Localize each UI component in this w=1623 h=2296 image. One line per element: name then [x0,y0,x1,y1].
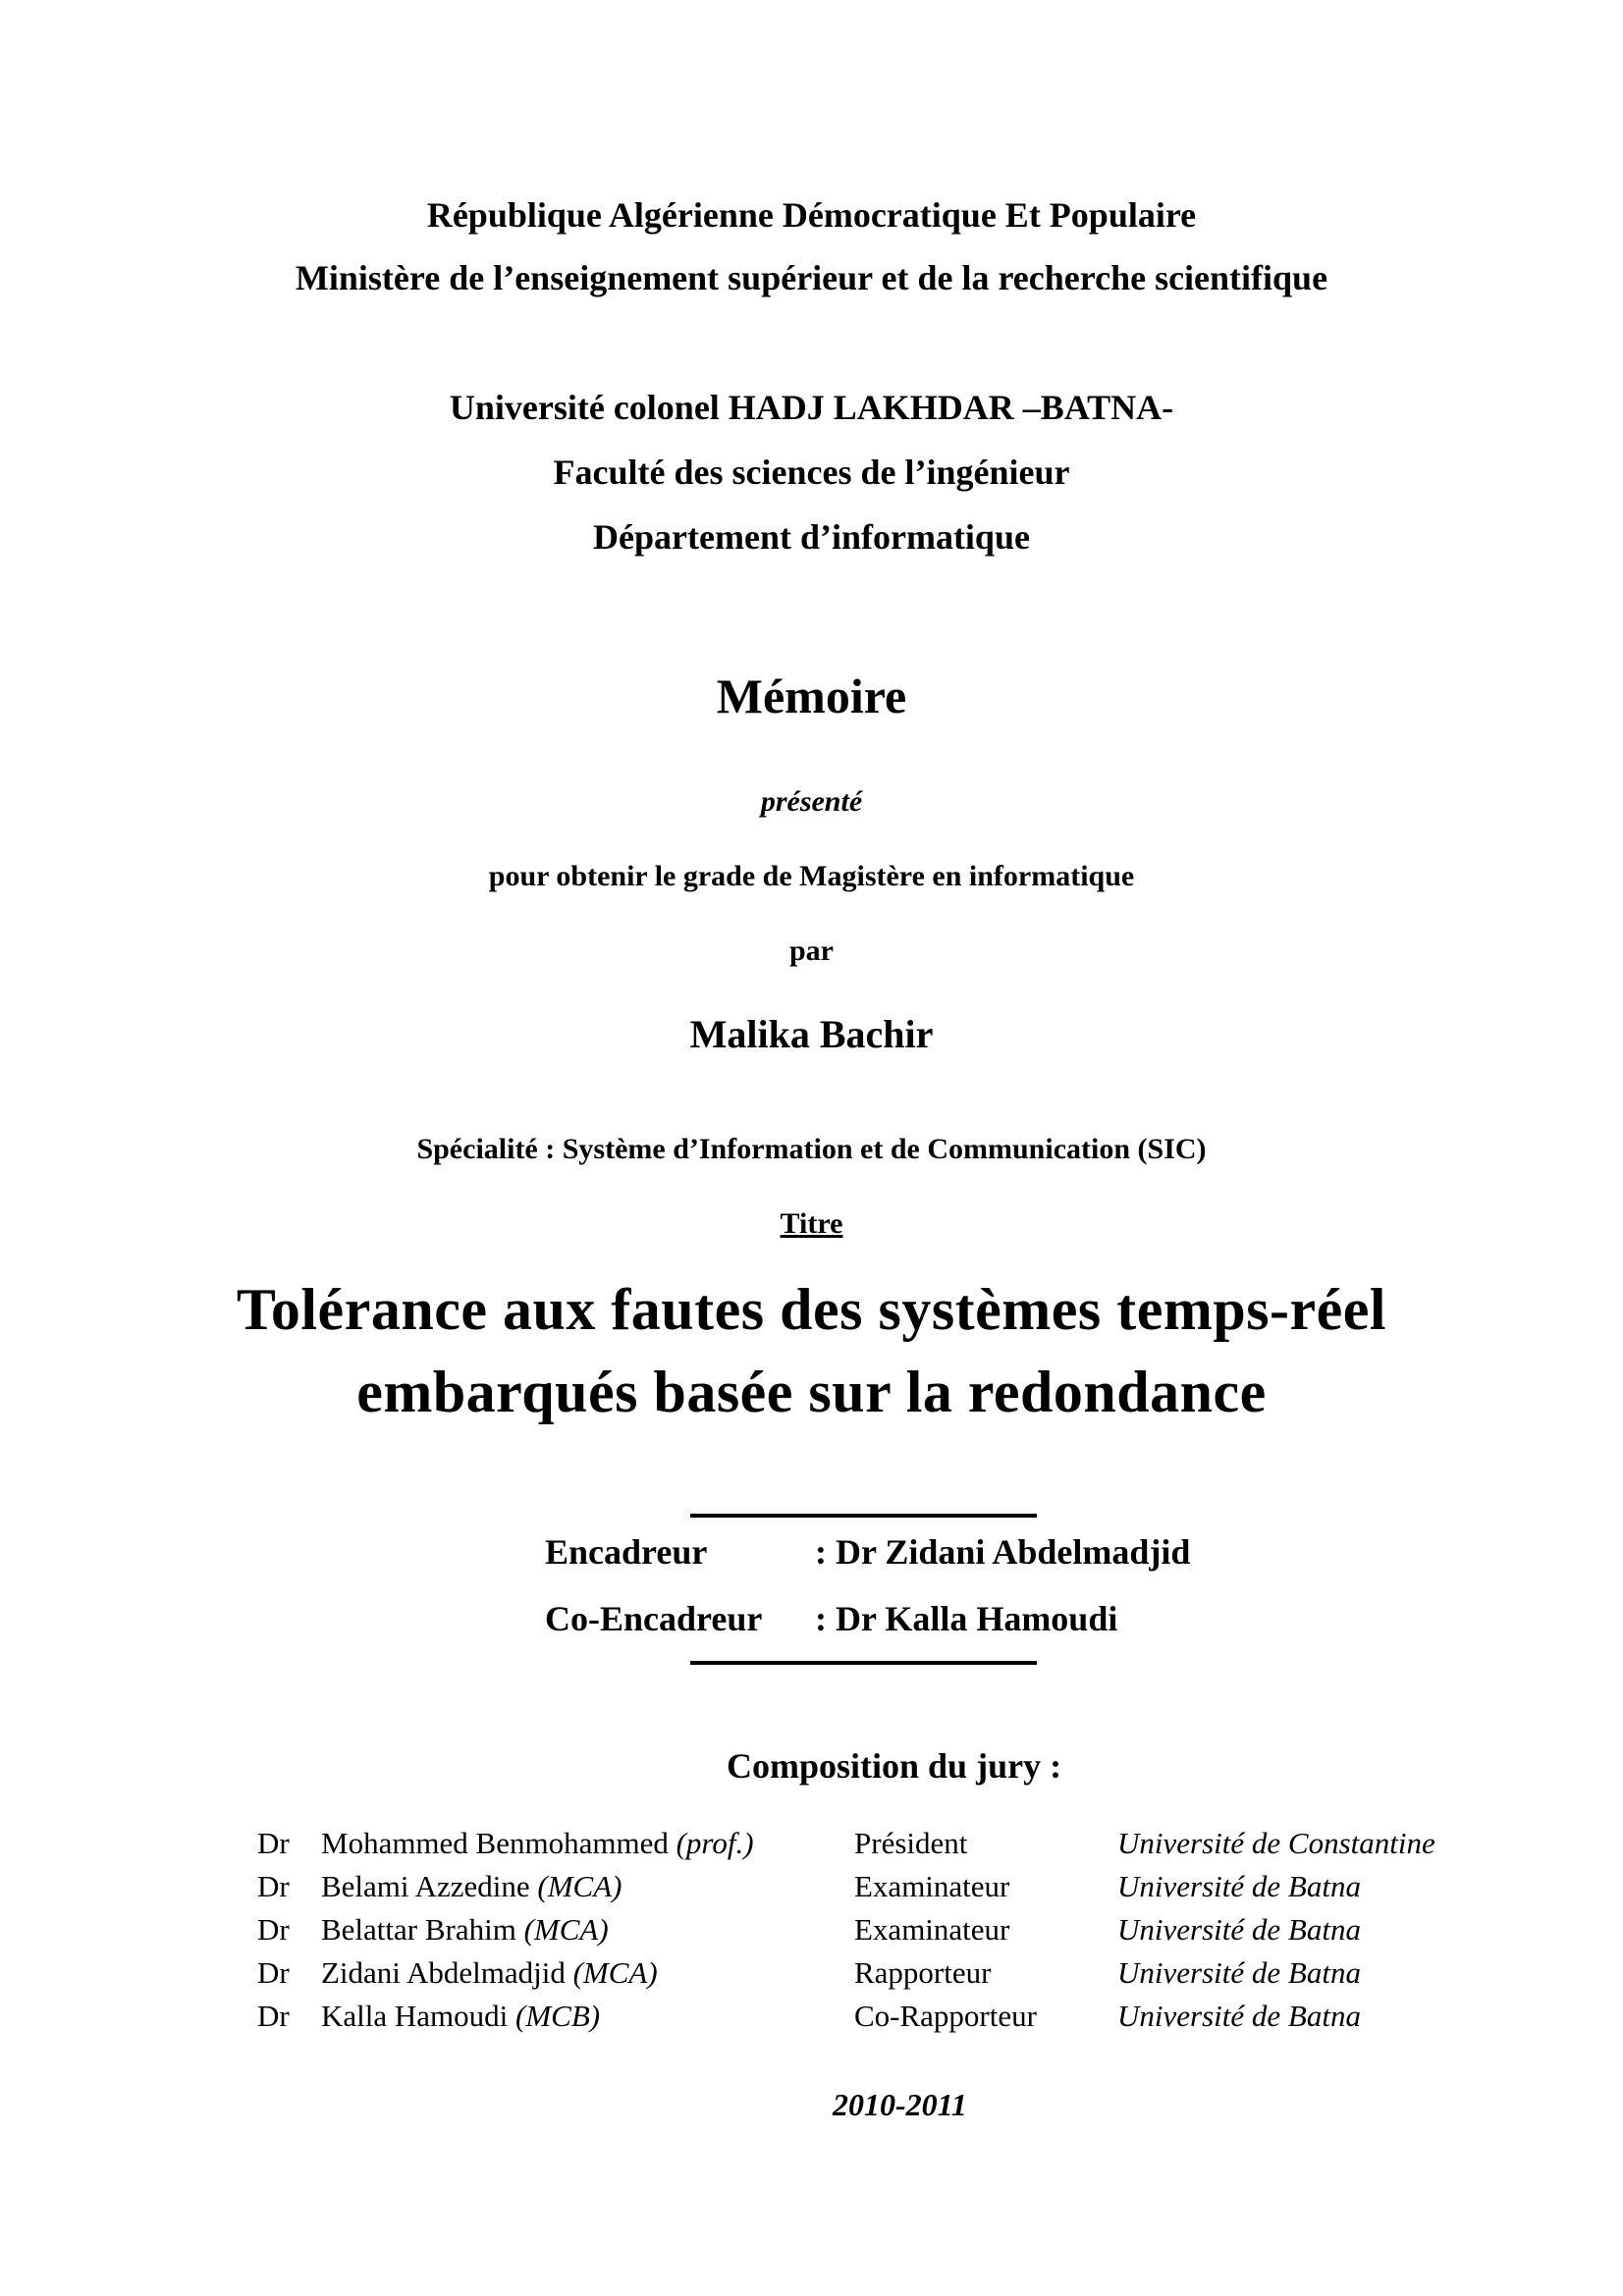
jury-row [0,1999,1623,2042]
jury-member-role: Examinateur [854,1912,1010,1947]
jury-row [0,1912,1623,1955]
jury-member-grade: (MCA) [537,1869,622,1903]
supervisor-value: : Dr Zidani Abdelmadjid [815,1532,1191,1572]
supervisor-label: Encadreur [545,1532,708,1572]
university-name: Université colonel HADJ LAKHDAR –BATNA- [449,388,1174,427]
jury-member-university: Université de Batna [1117,1869,1361,1903]
jury-member-name: Mohammed Benmohammed (prof.) [321,1826,754,1860]
thesis-title-line2: embarqués basée sur la redondance [356,1360,1267,1424]
jury-member-university: Université de Constantine [1117,1826,1435,1860]
department-name: Département d’informatique [593,517,1030,557]
jury-row [0,1826,1623,1869]
top-divider [690,1514,1037,1518]
thesis-title-line1: Tolérance aux fautes des systèmes temps-réel [236,1277,1387,1342]
jury-member-name: Belami Azzedine (MCA) [321,1869,622,1903]
jury-member-title: Dr [257,1826,290,1860]
jury-member-title: Dr [257,1869,290,1903]
title-label: Titre [780,1207,843,1240]
specialty-line: Spécialité : Système d’Information et de Communication (SIC) [416,1133,1207,1165]
academic-year: 2010-2011 [833,2087,967,2122]
co-supervisor-label: Co-Encadreur [545,1599,763,1638]
presented-label: présenté [760,785,863,818]
by-label: par [789,934,834,967]
document-type: Mémoire [716,668,907,723]
jury-member-role: Rapporteur [854,1955,992,1990]
ministry-heading: Ministère de l’enseignement supérieur et de la recherche scientifique [295,258,1328,297]
jury-member-title: Dr [257,1912,290,1947]
republic-heading: République Algérienne Démocratique Et Populaire [426,195,1197,235]
jury-member-grade: (MCA) [572,1955,658,1990]
jury-member-university: Université de Batna [1117,1912,1361,1947]
co-supervisor-value: : Dr Kalla Hamoudi [815,1599,1118,1638]
jury-member-name: Kalla Hamoudi (MCB) [321,1999,601,2033]
jury-member-title: Dr [257,1955,290,1990]
jury-member-grade: (MCA) [523,1912,609,1947]
jury-member-name: Zidani Abdelmadjid (MCA) [321,1955,658,1990]
jury-member-university: Université de Batna [1117,1955,1361,1990]
jury-row [0,1869,1623,1912]
jury-title: Composition du jury : [727,1746,1062,1786]
jury-row [0,1955,1623,1999]
jury-member-university: Université de Batna [1117,1999,1361,2033]
jury-member-name: Belattar Brahim (MCA) [321,1912,609,1947]
author-name: Malika Bachir [689,1012,934,1056]
jury-member-grade: (MCB) [515,1999,601,2033]
jury-member-grade: (prof.) [676,1826,754,1860]
jury-member-role: Président [854,1826,968,1860]
bottom-divider [690,1661,1037,1665]
jury-member-role: Co-Rapporteur [854,1999,1037,2033]
degree-purpose: pour obtenir le grade de Magistère en informatique [488,860,1135,892]
jury-member-title: Dr [257,1999,290,2033]
jury-member-role: Examinateur [854,1869,1010,1903]
faculty-name: Faculté des sciences de l’ingénieur [553,453,1070,492]
